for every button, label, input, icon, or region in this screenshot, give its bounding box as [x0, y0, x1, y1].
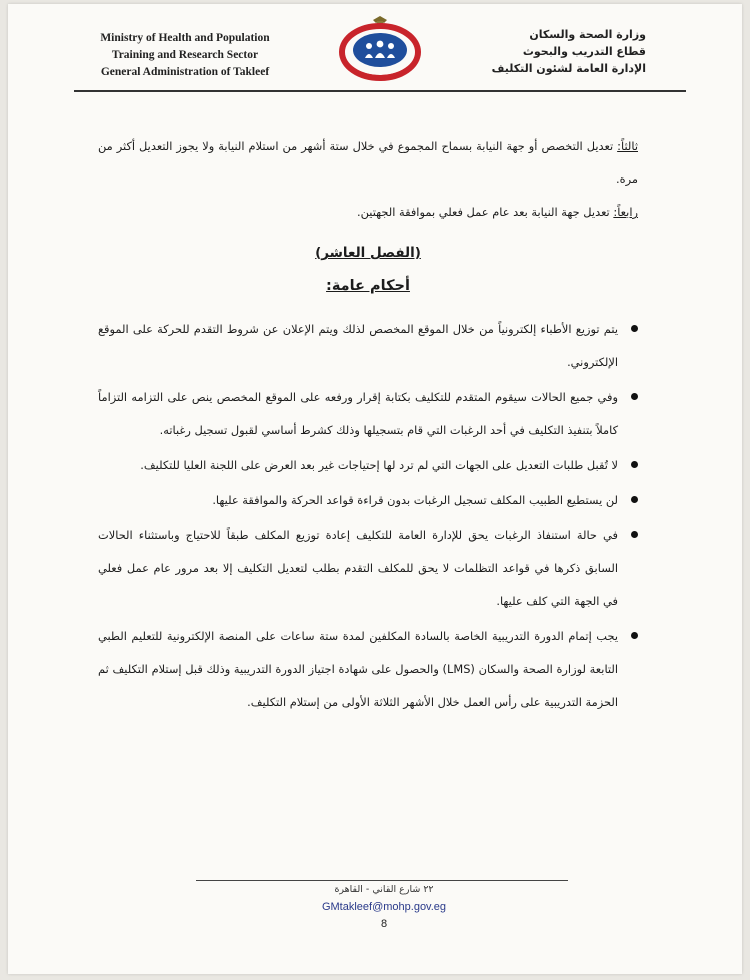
- bullet-icon: [631, 461, 638, 468]
- list-item: [98, 620, 638, 719]
- document-page: [8, 4, 742, 974]
- bullet-icon: [631, 496, 638, 503]
- bullet-icon: [631, 393, 638, 400]
- list-item-text: وفي جميع الحالات سيقوم المتقدم للتكليف بكتابة إقرار ورفعه على الموقع المخصص ينص على التزامه التزاماً كاملاً بتنفيذ التكليف في أحد الرغبات التي قام بتسجيلها وذلك كشرط أساسي لقبول تسجيل رغباته.: [98, 390, 618, 437]
- bullet-icon: [631, 325, 638, 332]
- general-provisions-list: [98, 313, 638, 719]
- list-item: [98, 484, 638, 517]
- list-item-text: لا تُقبل طلبات التعديل على الجهات التي لم ترد لها إحتياجات غير بعد العرض على اللجنة العليا للتكليف.: [140, 458, 618, 472]
- paragraph-fourth-label: رابعاً:: [613, 205, 638, 219]
- paragraph-third-text: تعديل التخصص أو جهة النيابة بسماح المجموع في خلال ستة أشهر من استلام النيابة ولا يجوز التعديل أكثر من مرة.: [98, 139, 638, 186]
- paragraph-third-label: ثالثاً:: [617, 139, 638, 153]
- paragraph-fourth: [98, 196, 638, 229]
- header-en-sector: Training and Research Sector: [111, 49, 259, 61]
- list-item: [98, 381, 638, 447]
- footer-email[interactable]: GMtakleef@mohp.gov.eg: [321, 901, 447, 913]
- list-item: [98, 313, 638, 379]
- header-en-administration: General Administration of Takleef: [100, 66, 270, 78]
- header-ar-administration: الإدارة العامة لشئون التكليف: [491, 62, 646, 75]
- header-arabic: [426, 26, 646, 77]
- header-english: [70, 30, 300, 81]
- footer-address: ٢٢ شارع القاني - القاهرة: [334, 884, 434, 895]
- paragraph-third: [98, 130, 638, 196]
- list-item-text: يجب إتمام الدورة التدريبية الخاصة بالسادة المكلفين لمدة ستة ساعات على المنصة الإلكترونية للتعليم الطبي التابعة لوزارة الصحة والسكان (LMS) والحصول على شهادة اجتياز الدورة التدريبية وذلك قبل إستلام التكليف ثم الحزمة التدريبية على رأس العمل خلال الأشهر الثلاثة الأولى من إستلام التكليف.: [98, 629, 618, 709]
- list-item: [98, 519, 638, 618]
- ministry-of-health-emblem-icon: [338, 14, 422, 82]
- list-item-text: في حالة استنفاذ الرغبات يحق للإدارة العامة للتكليف إعادة توزيع المكلف طبقاً للاحتياج وباستثناء الحالات السابق ذكرها في قواعد التظلمات لا يحق للمكلف التقدم بطلب لتعديل التكليف إلا بعد مرور عام عمل فعلي في الجهة التي كلف عليها.: [98, 528, 618, 608]
- list-item-text: يتم توزيع الأطباء إلكترونياً من خلال الموقع المخصص لذلك ويتم الإعلان عن شروط التقدم للحركة على الموقع الإلكتروني.: [98, 322, 618, 369]
- header-ar-ministry: وزارة الصحة والسكان: [529, 28, 646, 41]
- document-body: [98, 130, 638, 721]
- page-number: 8: [380, 918, 388, 930]
- section-title: أحكام عامة:: [326, 278, 410, 294]
- footer-divider: [196, 880, 568, 881]
- list-item: [98, 449, 638, 482]
- paragraph-fourth-text: تعديل جهة النيابة بعد عام عمل فعلي بموافقة الجهتين.: [356, 205, 614, 219]
- chapter-title: (الفصل العاشر): [315, 245, 421, 261]
- list-item-text: لن يستطيع الطبيب المكلف تسجيل الرغبات بدون قراءة قواعد الحركة والموافقة عليها.: [212, 493, 618, 507]
- bullet-icon: [631, 632, 638, 639]
- header-ar-sector: قطاع التدريب والبحوث: [522, 45, 646, 58]
- bullet-icon: [631, 531, 638, 538]
- header-divider: [74, 90, 686, 92]
- header-en-ministry: Ministry of Health and Population: [100, 32, 270, 44]
